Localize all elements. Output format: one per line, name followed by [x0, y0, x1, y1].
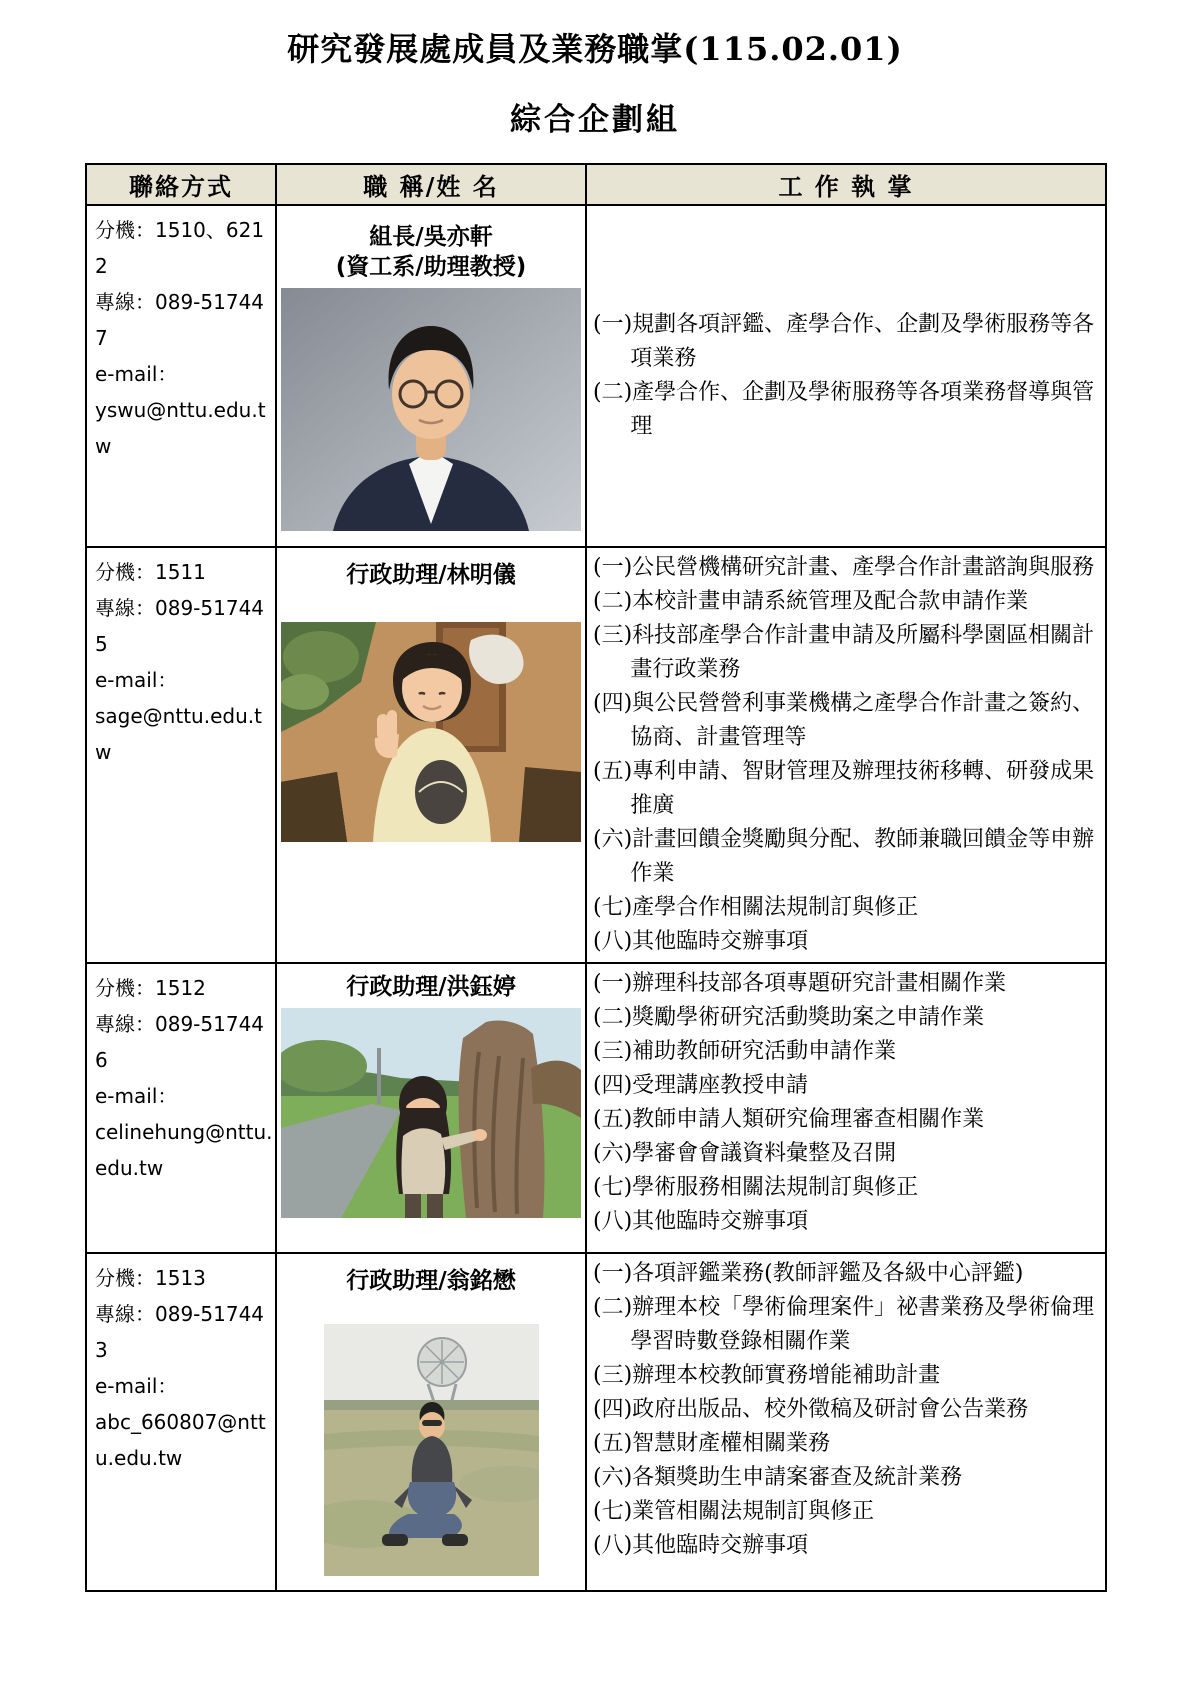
- email-label: e-mail：: [95, 362, 178, 386]
- person-title-name: 組長/吳亦軒: [369, 224, 493, 250]
- duty-item: (七)產學合作相關法規制訂與修正: [593, 895, 919, 920]
- person-subtitle: (資工系/助理教授): [335, 254, 527, 280]
- contact-cell: [86, 1253, 276, 1591]
- duty-item: (一)規劃各項評鑑、產學合作、企劃及學術服務等各項業務: [593, 312, 1095, 371]
- duty-item: (二)產學合作、企劃及學術服務等各項業務督導與管理: [593, 380, 1095, 439]
- duty-item: (二)本校計畫申請系統管理及配合款申請作業: [593, 589, 1029, 614]
- table-row: [86, 205, 1106, 547]
- direct-line: 專線：089-517445: [95, 596, 265, 656]
- email-label: e-mail：: [95, 668, 178, 692]
- extension-line: 分機：1510、6212: [95, 218, 265, 278]
- extension-line: 分機：1513: [95, 1266, 206, 1290]
- page-title: 研究發展處成員及業務職掌(115.02.01): [287, 30, 903, 68]
- duties-cell: [586, 547, 1106, 963]
- contact-cell: [86, 205, 276, 547]
- direct-line: 專線：089-517446: [95, 1012, 265, 1072]
- direct-line: 專線：089-517443: [95, 1302, 265, 1362]
- name-cell: [276, 963, 586, 1253]
- duties-cell: [586, 963, 1106, 1253]
- email-label: e-mail：: [95, 1374, 178, 1398]
- person-title-name: 行政助理/林明儀: [346, 562, 516, 588]
- header-contact: 聯絡方式: [86, 164, 276, 205]
- duty-item: (三)補助教師研究活動申請作業: [593, 1039, 897, 1064]
- table-row: [86, 547, 1106, 963]
- duty-item: (五)教師申請人類研究倫理審查相關作業: [593, 1107, 985, 1132]
- duty-item: (四)與公民營營利事業機構之產學合作計畫之簽約、協商、計畫管理等: [593, 691, 1095, 750]
- person-title-name: 行政助理/翁銘懋: [346, 1268, 516, 1294]
- duty-item: (八)其他臨時交辦事項: [593, 1533, 809, 1558]
- table-row: [86, 1253, 1106, 1591]
- duty-item: (八)其他臨時交辦事項: [593, 929, 809, 954]
- duty-item: (四)受理講座教授申請: [593, 1073, 809, 1098]
- duty-item: (六)學審會會議資料彙整及召開: [593, 1141, 897, 1166]
- contact-cell: [86, 547, 276, 963]
- duty-item: (四)政府出版品、校外徵稿及研討會公告業務: [593, 1397, 1029, 1422]
- name-cell: [276, 1253, 586, 1591]
- email-address: sage@nttu.edu.tw: [95, 704, 262, 764]
- duty-item: (五)專利申請、智財管理及辦理技術移轉、研發成果推廣: [593, 759, 1095, 818]
- photo-wu-yi-xuan: [281, 288, 581, 531]
- extension-line: 分機：1512: [95, 976, 206, 1000]
- duty-item: (八)其他臨時交辦事項: [593, 1209, 809, 1234]
- duty-item: (一)公民營機構研究計畫、產學合作計畫諮詢與服務: [593, 555, 1095, 580]
- photo-weng-ming-mao: [324, 1324, 539, 1576]
- email-address: abc_660807@nttu.edu.tw: [95, 1410, 266, 1470]
- duty-item: (六)各類獎助生申請案審查及統計業務: [593, 1465, 963, 1490]
- section-title: 綜合企劃組: [510, 102, 680, 138]
- duty-item: (二)辦理本校「學術倫理案件」祕書業務及學術倫理學習時數登錄相關作業: [593, 1295, 1095, 1354]
- extension-line: 分機：1511: [95, 560, 206, 584]
- header-title-name: 職 稱/姓 名: [276, 164, 586, 205]
- direct-line: 專線：089-517447: [95, 290, 265, 350]
- table-row: [86, 963, 1106, 1253]
- duties-cell: [586, 205, 1106, 547]
- photo-hung-yu-ting: [281, 1008, 581, 1218]
- duties-cell: [586, 1253, 1106, 1591]
- duty-item: (三)科技部產學合作計畫申請及所屬科學園區相關計畫行政業務: [593, 623, 1095, 682]
- person-title-name: 行政助理/洪鈺婷: [346, 974, 516, 1000]
- email-label: e-mail：: [95, 1084, 178, 1108]
- contact-cell: [86, 963, 276, 1253]
- duty-item: (七)學術服務相關法規制訂與修正: [593, 1175, 919, 1200]
- duty-item: (二)獎勵學術研究活動獎助案之申請作業: [593, 1005, 985, 1030]
- duty-item: (六)計畫回饋金獎勵與分配、教師兼職回饋金等申辦作業: [593, 827, 1095, 886]
- email-address: yswu@nttu.edu.tw: [95, 398, 266, 458]
- name-cell: [276, 205, 586, 547]
- email-address: celinehung@nttu.edu.tw: [95, 1120, 273, 1180]
- duty-item: (七)業管相關法規制訂與修正: [593, 1499, 875, 1524]
- header-duties: 工 作 執 掌: [586, 164, 1106, 205]
- photo-lin-ming-yi: [281, 622, 581, 842]
- duty-item: (一)各項評鑑業務(教師評鑑及各級中心評鑑): [593, 1261, 1024, 1286]
- name-cell: [276, 547, 586, 963]
- duty-item: (一)辦理科技部各項專題研究計畫相關作業: [593, 971, 1007, 996]
- header-row: [86, 164, 1106, 205]
- duty-item: (五)智慧財產權相關業務: [593, 1431, 831, 1456]
- staff-table: [85, 163, 1107, 1592]
- duty-item: (三)辦理本校教師實務增能補助計畫: [593, 1363, 941, 1388]
